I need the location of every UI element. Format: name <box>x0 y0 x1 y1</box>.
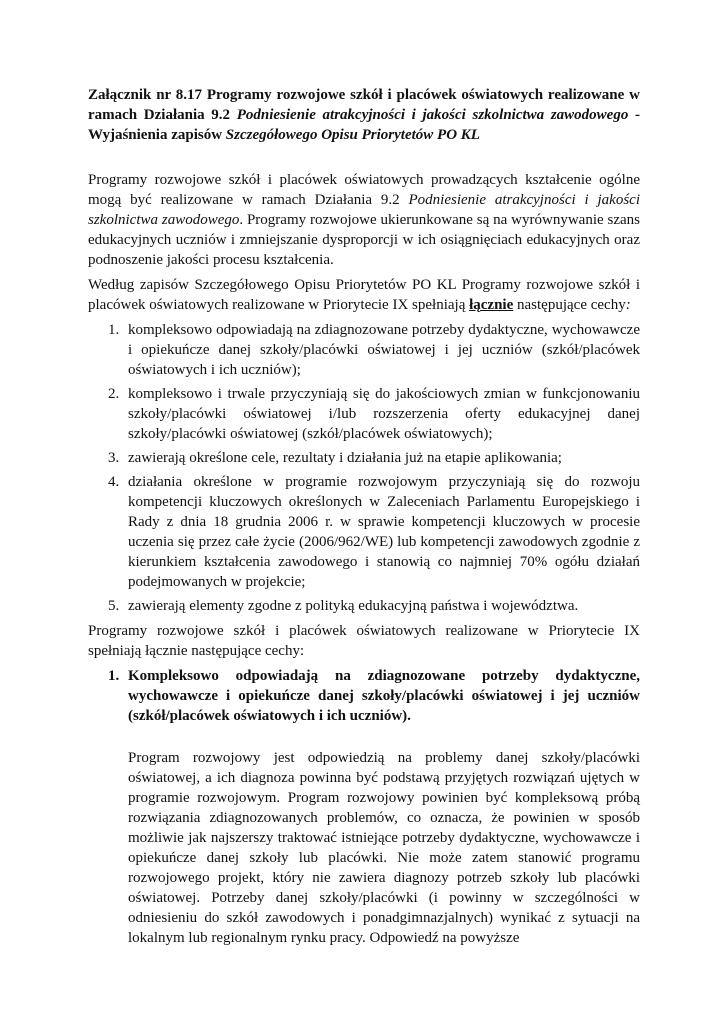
list-item <box>88 448 640 468</box>
intro-paragraph <box>88 170 640 270</box>
intro-text-c: . Programy rozwojowe ukierunkowane są na wyrównywanie szans edukacyjnych uczniów i zmniejszanie dysproporcji w ich osiągnięciach edukacyjnych oraz podnoszenie jakości procesu kształcenia. <box>88 212 640 268</box>
section-heading <box>88 666 640 726</box>
list-item <box>88 472 640 592</box>
section-intro-paragraph: Programy rozwojowe szkół i placówek oświatowych realizowane w Priorytecie IX spełniają łącznie następujące cechy: <box>88 623 640 659</box>
criteria-intro-paragraph <box>88 275 640 315</box>
list-item-number: 4. <box>108 474 120 490</box>
list-item <box>88 384 640 444</box>
list-item-number: 3. <box>108 450 120 466</box>
list-item-number: 2. <box>108 386 120 402</box>
list-item-text: zawierają określone cele, rezultaty i działania już na etapie aplikowania; <box>128 450 562 466</box>
criteria-text-d: : <box>625 297 631 313</box>
criteria-text-a: Według zapisów Szczegółowego Opisu Priorytetów PO KL Programy rozwojowe szkół i placówek oświatowych realizowane w Priorytecie IX spełniają <box>88 277 640 313</box>
section-heading-text: Kompleksowo odpowiadają na zdiagnozowane potrzeby dydaktyczne, wychowawcze i opiekuńcze danej szkoły/placówki oświatowej i jej uczniów (szkół/placówek oświatowych i ich uczniów). <box>128 668 640 724</box>
document-title <box>88 85 640 145</box>
section-heading-number: 1. <box>108 668 120 684</box>
title-part-2: Podniesienie atrakcyjności i jakości szkolnictwa zawodowego <box>236 107 629 123</box>
list-item-text: zawierają elementy zgodne z polityką edukacyjną państwa i województwa. <box>128 598 579 614</box>
list-item-text: kompleksowo odpowiadają na zdiagnozowane potrzeby dydaktyczne, wychowawcze i opiekuńcze danej szkoły/placówki oświatowej i jej uczniów (szkół/placówek oświatowych i ich uczniów); <box>128 322 640 378</box>
list-item-number: 1. <box>108 322 120 338</box>
list-item-number: 5. <box>108 598 120 614</box>
intro-text-a: Programy rozwojowe szkół i placówek oświatowych prowadzących kształcenie ogólne mogą być realizowane w ramach Działania 9.2 <box>88 172 640 208</box>
title-part-3: - Wyjaśnienia zapisów <box>88 107 640 143</box>
features-list <box>88 320 640 616</box>
list-item-text: kompleksowo i trwale przyczyniają się do jakościowych zmian w funkcjonowaniu szkoły/placówki oświatowej i/lub rozszerzenia oferty edukacyjnej danej szkoły/placówki oświatowej (szkół/placówek oświatowych); <box>128 386 640 442</box>
intro-text-b: Podniesienie atrakcyjności i jakości szkolnictwa zawodowego <box>88 192 640 228</box>
section-body-paragraph: Program rozwojowy jest odpowiedzią na problemy danej szkoły/placówki oświatowej, a ich diagnoza powinna być podstawą przyjętych rozwiązań ujętych w programie rozwojowym. Program rozwojowy powinien być kompleksową próbą rozwiązania zdiagnozowanych problemów, co oznacza, że powinien w sposób możliwie jak najszerszy traktować istniejące potrzeby dydaktyczne, wychowawcze i opiekuńcze danej szkoły lub placówki. Nie może zatem stanowić programu rozwojowego projekt, który nie zawiera diagnozy potrzeb szkoły lub placówki oświatowej. Potrzeby danej szkoły/placówki (i powinny w szczególności w odniesieniu do szkół zawodowych i ponadgimnazjalnych) wynikać z sytuacji na lokalnym lub regionalnym rynku pracy. Odpowiedź na powyższe <box>128 750 640 946</box>
criteria-text-c: następujące cechy <box>513 297 626 313</box>
list-item-text: działania określone w programie rozwojowym przyczyniają się do rozwoju kompetencji kluczowych określonych w Zaleceniach Parlamentu Europejskiego i Rady z dnia 18 grudnia 2006 r. w sprawie kompetencji kluczowych w procesie uczenia się przez całe życie (2006/962/WE) lub kompetencji zawodowych zgodnie z kierunkiem kształcenia zawodowego i stanowią co najmniej 70% ogółu działań podejmowanych w projekcie; <box>128 474 640 590</box>
list-item <box>88 596 640 616</box>
document-content <box>88 85 640 948</box>
title-part-1: Załącznik nr 8.17 Programy rozwojowe szkół i placówek oświatowych realizowane w ramach Działania 9.2 <box>88 87 640 123</box>
title-part-4: Szczegółowego Opisu Priorytetów PO KL <box>225 127 480 143</box>
list-item <box>88 320 640 380</box>
criteria-text-emphasis: łącznie <box>469 297 514 313</box>
